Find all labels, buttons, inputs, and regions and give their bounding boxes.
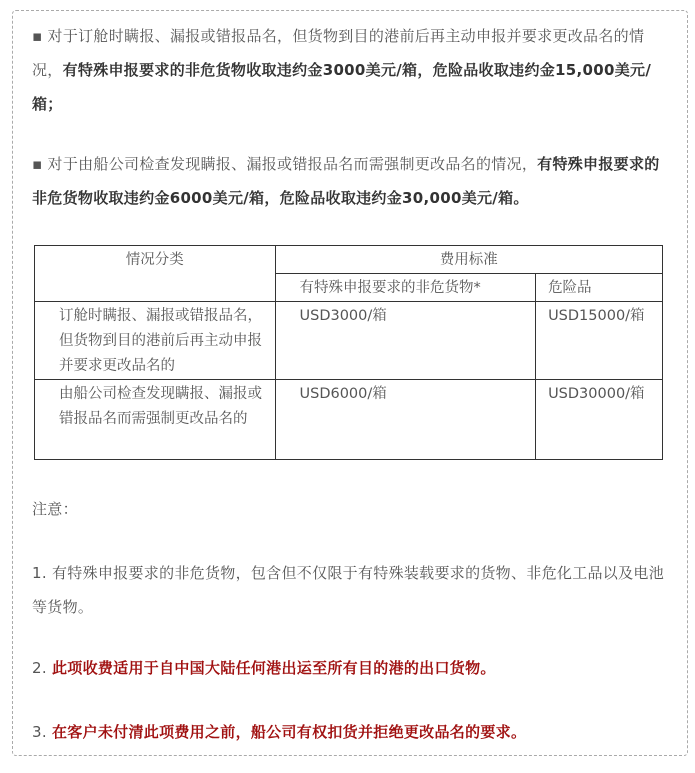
bullet-item-1: [32, 19, 668, 121]
nonhaz-fee-cell: USD6000/箱: [275, 380, 536, 460]
header-category: 情况分类: [35, 246, 276, 302]
note-text: 在客户未付清此项费用之前，船公司有权扣货并拒绝更改品名的要求。: [51, 723, 527, 741]
note-text: 有特殊申报要求的非危货物，包含但不仅限于有特殊装载要求的货物、非危化工品以及电池等货物。: [32, 564, 664, 616]
header-nonhaz: 有特殊申报要求的非危货物*: [275, 274, 536, 302]
note-1: [32, 556, 668, 624]
header-fee: 费用标准: [275, 246, 663, 274]
bullet-bold-text: 有特殊申报要求的非危货物收取违约金3000美元/箱，危险品收取违约金15,000美元/箱；: [32, 61, 652, 113]
haz-fee-cell: USD15000/箱: [536, 302, 663, 380]
nonhaz-fee-cell: USD3000/箱: [275, 302, 536, 380]
table-row: [35, 380, 663, 460]
table-row: [35, 302, 663, 380]
note-text: 此项收费适用于自中国大陆任何港出运至所有目的港的出口货物。: [51, 659, 496, 677]
case-cell: 由船公司检查发现瞒报、漏报或错报品名而需强制更改品名的: [35, 380, 276, 460]
note-number: 1.: [32, 564, 52, 582]
bullet-icon: ▪: [32, 155, 43, 173]
fee-table: [34, 245, 663, 460]
bullet-bold-text: 有特殊申报要求的非危货物收取违约金6000美元/箱，危险品收取违约金30,000美元/箱。: [32, 155, 660, 207]
note-2: [32, 651, 668, 685]
note-number: 2.: [32, 659, 52, 677]
haz-fee-cell: USD30000/箱: [536, 380, 663, 460]
bullet-text: 对于由船公司检查发现瞒报、漏报或错报品名而需强制更改品名的情况，: [42, 155, 538, 173]
bullet-icon: ▪: [32, 27, 43, 45]
bullet-item-2: [32, 147, 668, 215]
note-3: [32, 715, 668, 749]
header-haz: 危险品: [536, 274, 663, 302]
case-cell: 订舱时瞒报、漏报或错报品名，但货物到目的港前后再主动申报并要求更改品名的: [35, 302, 276, 380]
note-number: 3.: [32, 723, 52, 741]
notes-title: 注意：: [32, 500, 78, 518]
bullet-text: 对于订舱时瞒报、漏报或错报品名，但货物到目的港前后再主动申报并要求更改品名的情况，: [32, 27, 645, 79]
